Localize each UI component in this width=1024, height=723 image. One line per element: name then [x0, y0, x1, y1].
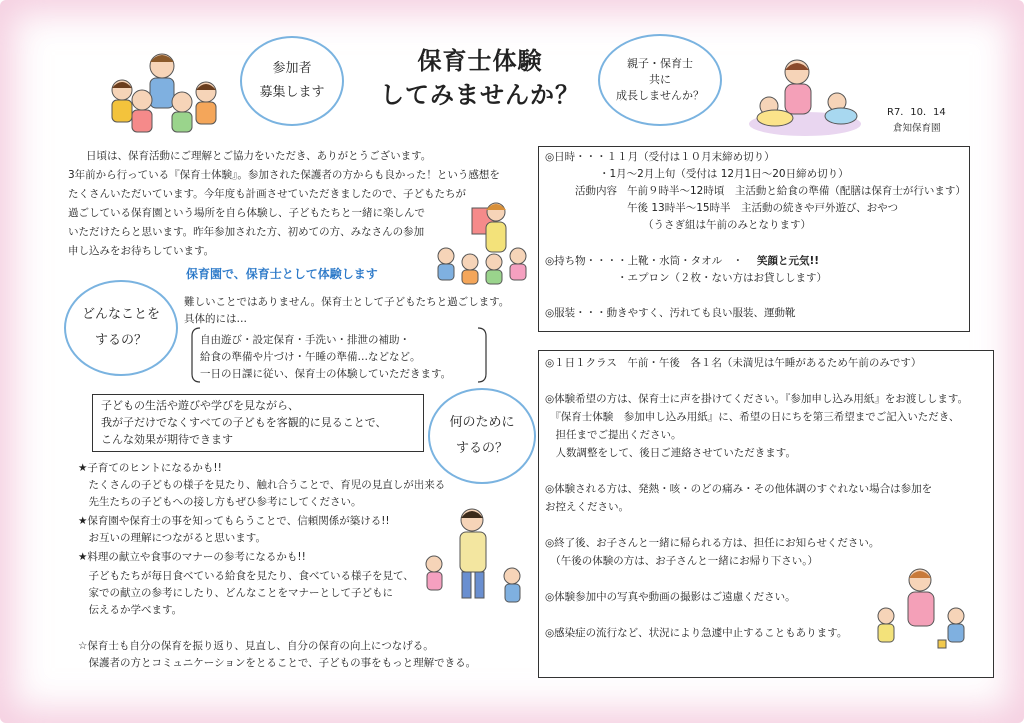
participants-wanted-bubble	[240, 36, 344, 126]
issue-date: R7．10．14	[887, 107, 946, 118]
what-line: 難しいことではありません。保育士として子どもたちと過ごします。	[184, 296, 510, 308]
effect-line: お互いの理解につながると思います。	[78, 532, 266, 544]
nursery-name: 倉知保育園	[893, 123, 941, 134]
intro-line: 日頃は、保育活動にご理解とご協力をいただき、ありがとうございます。	[86, 150, 432, 162]
bracket-line: 一日の日課に従い、保育士の体験していただきます。	[200, 368, 452, 380]
bubble-text-line: 参加者	[272, 61, 312, 76]
bubble-text-line: どんなことを	[81, 307, 160, 322]
effect-line: 伝えるか学べます。	[78, 604, 183, 616]
bubble-text-line: 募集します	[259, 85, 325, 100]
effect-line: ★保育園や保育士の事を知ってもらうことで、信頼関係が築ける!!	[78, 515, 390, 527]
info-line: 午後 13時半～15時半 主活動の続きや戸外遊び、おやつ	[627, 202, 899, 214]
page-title	[360, 44, 600, 112]
bracket-line: 給食の準備や片づけ・午睡の準備…などなど。	[200, 351, 421, 363]
info-line-bold: 笑顔と元気!!	[757, 255, 820, 267]
why-bubble	[428, 388, 536, 484]
what-to-do-bubble	[64, 280, 178, 376]
note-line: ◎感染症の流行など、状況により急遽中止することもあります。	[545, 627, 848, 639]
note-line: ◎終了後、お子さんと一緒に帰られる方は、担任にお知らせください。	[545, 537, 880, 549]
info-line: （うさぎ組は午前のみとなります）	[643, 219, 811, 231]
effect-line: 家での献立の参考にしたり、どんなことをマナーとして子どもに	[78, 587, 393, 599]
caregiver-baby-illustration	[745, 56, 865, 138]
info-line: ・1月～2月上旬（受付は 12月1日～20日締め切り）	[599, 168, 849, 180]
footer-line: ☆保育士も自分の保育を振り返り、見直し、自分の保育の向上につなげる。	[78, 640, 434, 652]
grow-together-bubble	[598, 34, 722, 126]
intro-line: たくさんいただいています。今年度も計画させていただきましたので、子どもたちが	[68, 188, 466, 200]
bubble-text-line: 親子・保育士	[627, 57, 693, 70]
effect-line: 子どもたちが毎日食べている給食を見たり、食べている様子を見て、	[78, 570, 414, 582]
effect-line: たくさんの子どもの様子を見たり、触れ合うことで、育児の見直しが出来る	[78, 479, 446, 491]
note-line: お控えください。	[545, 501, 629, 513]
what-heading: 保育園で、保育士として体験します	[186, 267, 378, 281]
schedule-info-box	[538, 146, 970, 332]
title-line-2: してみませんか？	[380, 81, 580, 109]
teacher-reading-illustration	[432, 200, 532, 286]
children-group-illustration	[100, 48, 225, 138]
what-line: 具体的には…	[184, 313, 247, 325]
kids-playing-illustration	[868, 566, 978, 650]
note-line: ◎体験希望の方は、保育士に声を掛けてください。『参加申し込み用紙』をお渡しします。	[545, 393, 969, 405]
info-line: 午前９時半～12時頃 主活動と給食の準備（配膳は保育士が行います）	[627, 185, 966, 197]
info-line: ◎服装・・・動きやすく、汚れても良い服装、運動靴	[545, 307, 796, 319]
info-line: ◎日時・・・１１月（受付は１０月末締め切り）	[545, 151, 775, 163]
note-line: 担任までご提出ください。	[545, 429, 682, 441]
note-line: 『保育士体験 参加申し込み用紙』に、希望の日にちを第三希望までご記入いただき、	[545, 411, 960, 423]
note-line: ◎体験される方は、発熱・咳・のどの痛み・その他体調のすぐれない場合は参加を	[545, 483, 933, 495]
note-line: ◎体験参加中の写真や動画の撮影はご遠慮ください。	[545, 591, 796, 603]
intro-line: 申し込みをお待ちしています。	[68, 245, 215, 257]
intro-line: いただけたらと思います。昨年参加された方、初めての方、みなさんの参加	[68, 226, 425, 238]
intro-line: 3年前から行っている『保育士体験』。参加された保護者の方からも良かった！という感想を	[68, 169, 500, 181]
info-line: ◎持ち物・・・・上靴・水筒・タオル ・	[545, 255, 744, 267]
footer-line: 保護者の方とコミュニケーションをとることで、子どもの事をもっと理解できる。	[78, 657, 477, 669]
box-line: こんな効果が期待できます	[101, 433, 233, 446]
bubble-text-line: するの？	[94, 333, 147, 348]
info-line: ・エプロン（２枚・ない方はお貸しします）	[617, 272, 827, 284]
box-line: 我が子だけでなくすべての子どもを客観的に見ることで、	[101, 416, 387, 429]
expectations-box	[92, 394, 424, 452]
note-line: 人数調整をして、後日ご連絡させていただきます。	[545, 447, 796, 459]
bubble-text-line: 何のために	[449, 415, 515, 430]
bubble-text-line: するの？	[455, 441, 508, 456]
bubble-text-line: 共に	[649, 73, 671, 86]
bubble-text-line: 成長しませんか？	[616, 89, 704, 102]
activity-label: 活動内容	[575, 185, 617, 197]
note-line: ◎１日１クラス 午前・午後 各１名（未満児は午睡があるため午前のみです）	[545, 357, 922, 369]
title-line-1: 保育士体験	[417, 47, 543, 75]
bracket-line: 自由遊び・設定保育・手洗い・排泄の補助・	[200, 334, 410, 346]
intro-line: 過ごしている保育園という場所を自ら体験し、子どもたちと一緒に楽しんで	[68, 207, 425, 219]
effect-line: ★子育てのヒントになるかも!!	[78, 462, 222, 474]
teacher-children-illustration	[420, 506, 530, 612]
effect-line: ★料理の献立や食事のマナーの参考になるかも!!	[78, 551, 306, 563]
box-line: 子どもの生活や遊びや学びを見ながら、	[101, 399, 299, 412]
effect-line: 先生たちの子どもへの接し方もぜひ参考にしてください。	[78, 496, 362, 508]
note-line: （午後の体験の方は、お子さんと一緒にお帰り下さい。）	[545, 555, 818, 567]
